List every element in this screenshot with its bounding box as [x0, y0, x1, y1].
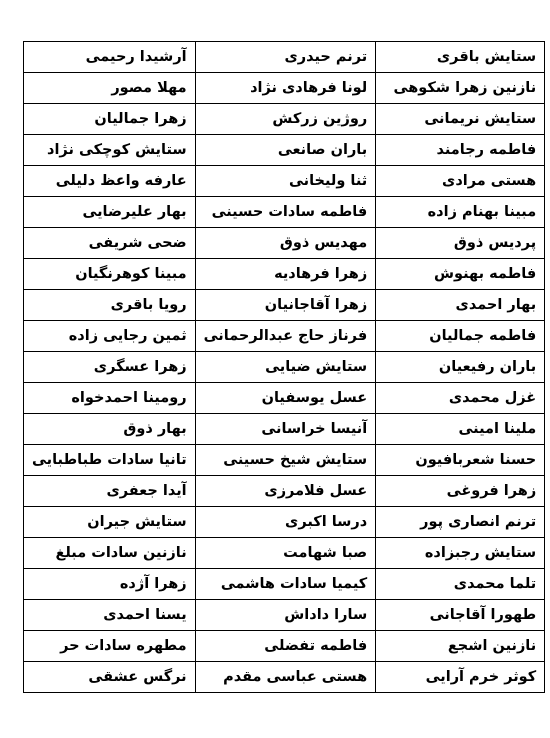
name-cell: ستایش کوچکی نژاد — [24, 135, 196, 166]
name-cell: کیمیا سادات هاشمی — [195, 569, 376, 600]
table-row — [24, 414, 545, 445]
name-cell: فرناز حاج عبدالرحمانی — [195, 321, 376, 352]
name-cell: روژین زرکش — [195, 104, 376, 135]
name-cell: زهرا فروغی — [376, 476, 545, 507]
name-cell: ثنا ولیخانی — [195, 166, 376, 197]
name-cell: آنیسا خراسانی — [195, 414, 376, 445]
name-cell: فاطمه بهنوش — [376, 259, 545, 290]
table-row — [24, 166, 545, 197]
table-row — [24, 73, 545, 104]
name-cell: عسل یوسفیان — [195, 383, 376, 414]
name-cell: ستایش نریمانی — [376, 104, 545, 135]
name-cell: لونا فرهادی نژاد — [195, 73, 376, 104]
name-cell: بهار علیرضایی — [24, 197, 196, 228]
name-cell: زهرا جمالیان — [24, 104, 196, 135]
name-cell: هستی مرادی — [376, 166, 545, 197]
name-cell: ستایش ضیایی — [195, 352, 376, 383]
name-cell: مبینا کوهرنگیان — [24, 259, 196, 290]
table-row — [24, 321, 545, 352]
name-cell: نازنین سادات مبلغ — [24, 538, 196, 569]
name-cell: کوثر خرم آرایی — [376, 662, 545, 693]
name-cell: رویا باقری — [24, 290, 196, 321]
names-table — [23, 41, 545, 693]
name-cell: بهار احمدی — [376, 290, 545, 321]
name-cell: تلما محمدی — [376, 569, 545, 600]
name-cell: فاطمه رجامند — [376, 135, 545, 166]
name-cell: ستایش باقری — [376, 42, 545, 73]
name-cell: عسل فلامرزی — [195, 476, 376, 507]
name-cell: یسنا احمدی — [24, 600, 196, 631]
name-cell: ترنم حیدری — [195, 42, 376, 73]
table-row — [24, 476, 545, 507]
name-cell: ترنم انصاری پور — [376, 507, 545, 538]
name-cell: مهلا مصور — [24, 73, 196, 104]
name-cell: صبا شهامت — [195, 538, 376, 569]
table-row — [24, 259, 545, 290]
name-cell: درسا اکبری — [195, 507, 376, 538]
name-cell: آیدا جعفری — [24, 476, 196, 507]
table-row — [24, 662, 545, 693]
name-cell: فاطمه سادات حسینی — [195, 197, 376, 228]
name-cell: نازنین اشجع — [376, 631, 545, 662]
name-cell: بهار ذوق — [24, 414, 196, 445]
name-cell: پردیس ذوق — [376, 228, 545, 259]
table-row — [24, 228, 545, 259]
names-table-body — [24, 42, 545, 693]
name-cell: فاطمه جمالیان — [376, 321, 545, 352]
name-cell: ضحی شریفی — [24, 228, 196, 259]
table-row — [24, 42, 545, 73]
table-row — [24, 445, 545, 476]
table-row — [24, 197, 545, 228]
table-row — [24, 383, 545, 414]
name-cell: باران رفیعیان — [376, 352, 545, 383]
name-cell: ستایش جیران — [24, 507, 196, 538]
table-row — [24, 104, 545, 135]
table-row — [24, 135, 545, 166]
name-cell: هستی عباسی مقدم — [195, 662, 376, 693]
table-row — [24, 290, 545, 321]
name-cell: حسنا شعربافیون — [376, 445, 545, 476]
name-cell: مهدیس ذوق — [195, 228, 376, 259]
name-cell: رومینا احمدخواه — [24, 383, 196, 414]
name-cell: زهرا عسگری — [24, 352, 196, 383]
name-cell: نازنین زهرا شکوهی — [376, 73, 545, 104]
name-cell: ثمین رجایی زاده — [24, 321, 196, 352]
table-row — [24, 507, 545, 538]
name-cell: مبینا بهنام زاده — [376, 197, 545, 228]
name-cell: ستایش رجبزاده — [376, 538, 545, 569]
table-row — [24, 600, 545, 631]
name-cell: ستایش شیخ حسینی — [195, 445, 376, 476]
name-cell: زهرا فرهادیه — [195, 259, 376, 290]
table-row — [24, 352, 545, 383]
name-cell: باران صانعی — [195, 135, 376, 166]
name-cell: تانیا سادات طباطبایی — [24, 445, 196, 476]
name-cell: سارا داداش — [195, 600, 376, 631]
name-cell: آرشیدا رحیمی — [24, 42, 196, 73]
name-cell: طهورا آقاجانی — [376, 600, 545, 631]
table-row — [24, 631, 545, 662]
name-cell: زهرا آژده — [24, 569, 196, 600]
name-cell: غزل محمدی — [376, 383, 545, 414]
name-cell: فاطمه تفضلی — [195, 631, 376, 662]
name-cell: زهرا آقاجانیان — [195, 290, 376, 321]
name-cell: نرگس عشقی — [24, 662, 196, 693]
table-row — [24, 569, 545, 600]
name-cell: ملینا امینی — [376, 414, 545, 445]
table-row — [24, 538, 545, 569]
name-cell: عارفه واعظ دلیلی — [24, 166, 196, 197]
name-cell: مطهره سادات حر — [24, 631, 196, 662]
